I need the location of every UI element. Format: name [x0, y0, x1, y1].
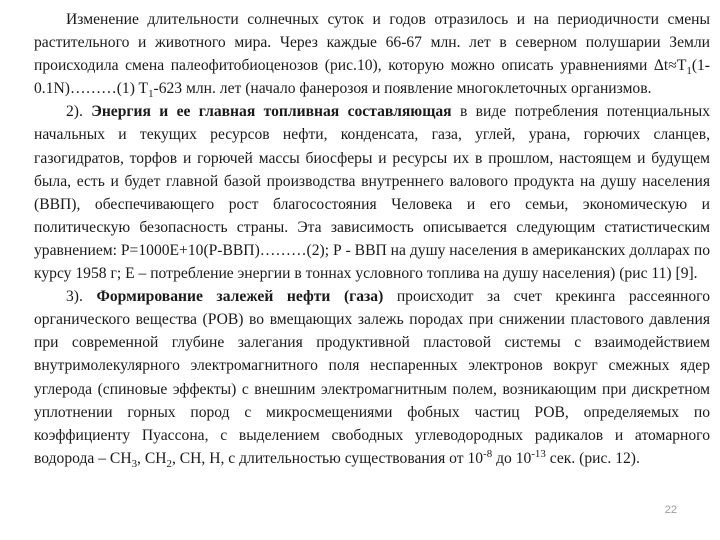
paragraph-3-text-b: , СН: [137, 449, 167, 467]
paragraph-1-text-c: -623 млн. лет (начало фанерозоя и появление многоклеточных организмов.: [153, 80, 652, 98]
paragraph-1: [34, 8, 710, 100]
superscript: -8: [483, 447, 493, 460]
subscript: 3: [131, 457, 138, 470]
paragraph-2-lead: 2).: [66, 103, 92, 121]
subscript: 1: [148, 88, 154, 101]
subscript: 1: [686, 65, 692, 78]
paragraph-2-heading: Энергия и ее главная топливная составляющая: [91, 103, 452, 121]
paragraph-3-heading: Формирование залежей нефти (газа): [96, 288, 384, 306]
paragraph-1-text-a: Изменение длительности солнечных суток и годов отразилось и на периодичности смены растительного и животного мира. Через каждые 66-67 млн. лет в северном полушарии Земли происходила смена палеофитобиоценозов (рис.10), которую можно описать уравнениями Δt≈T: [34, 11, 710, 75]
paragraph-3-text-d: до 10: [492, 449, 532, 467]
paragraph-3: [34, 285, 710, 470]
page-number: 22: [664, 504, 677, 516]
subscript: 2: [166, 457, 172, 470]
paragraph-3-text-c: , СН, Н, с длительностью существования от 10: [171, 449, 484, 467]
paragraph-3-text-a: происходит за счет крекинга рассеянного органического вещества (РОВ) во вмещающих залежь породах при снижении пластового давления при современной глубине залегания продуктивной пластовой системы с взаимодействием внутримолекулярного электромагнитного поля неспаренных электронов вокруг смежных ядер углерода (спиновые эффекты) с внешним электромагнитным полем, возникающим при дискретном уплотнении горных пород с микросмещениями фобных частиц РОВ, определяемых по коэффициенту Пуассона, с выделением свободных углеводородных радикалов и атомарного водорода – СН: [34, 288, 710, 467]
paragraph-3-lead: 3).: [66, 288, 97, 306]
superscript: -13: [531, 447, 546, 460]
paragraph-2-text: в виде потребления потенциальных начальных и текущих ресурсов нефти, конденсата, газа, углей, урана, горючих сланцев, газогидратов, торфов и горючей массы биосферы и ресурсы их в прошлом, настоящем и будущем была, есть и будет главной базой производства внутреннего валового продукта на душу населения (ВВП), обеспечивающего рост благосостояния Человека и его семьи, экономическую и политическую безопасность страны. Эта зависимость описывается следующим статистическим уравнением: Р=1000Е+10(Р-ВВП)………(2); Р - ВВП на душу населения в американских долларах по курсу 1958 г; Е – потребление энергии в тоннах условного топлива на душу населения) (рис 11) [9].: [34, 103, 710, 283]
paragraph-3-text-e: сек. (рис. 12).: [545, 449, 640, 467]
paragraph-1-text-b: (1-0.1N)………(1) T: [34, 57, 710, 98]
paragraph-2: [34, 100, 710, 285]
